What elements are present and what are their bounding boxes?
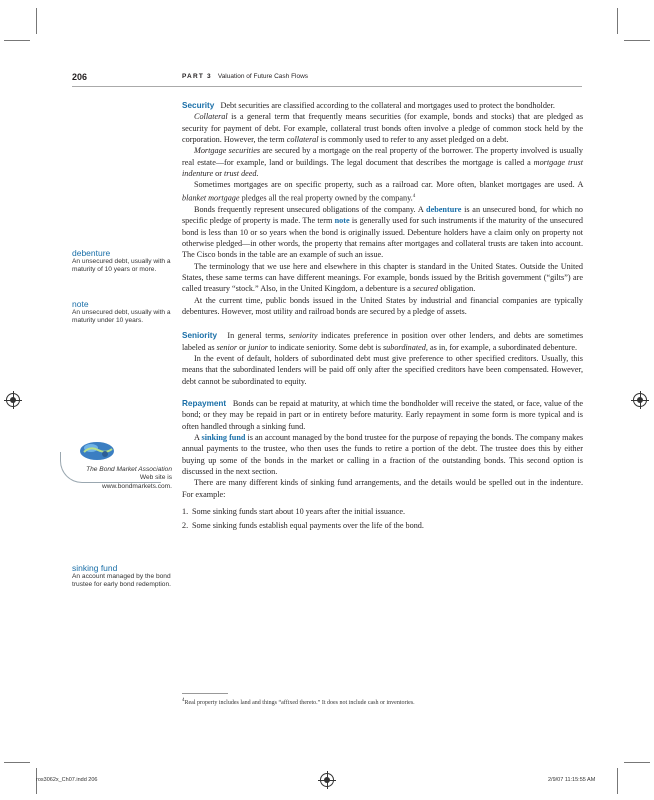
list-item: 2. Some sinking funds establish equal payments over the life of the bond.	[182, 521, 424, 531]
security-paragraph-5: Bonds frequently represent unsecured obligations of the company. A debenture is an unsecured bond, for which no specific pledge of property is made. The term note is generally used for such instruments if the maturity of the unsecured bond is less than 10 or so years when the bond is originally issued. Debenture holders have a claim only on property not otherwise pledged—in other words, the property that remains after mortgages and collateral trusts are taken into account. The Cisco bonds in the table are an example of such an issue.	[182, 204, 584, 260]
list-item: 1. Some sinking funds start about 10 years after the initial issuance.	[182, 507, 406, 517]
security-paragraph-7: At the current time, public bonds issued in the United States by industrial and financial companies are typically debentures. However, most utility and railroad bonds are secured by a pledge of assets.	[182, 295, 583, 316]
slug-timestamp: 2/9/07 11:15:55 AM	[548, 777, 596, 783]
registration-mark-icon	[633, 393, 647, 407]
repayment-paragraph-2: A sinking fund is an account managed by the bond trustee for the purpose of repaying the bonds. The company makes annual payments to the trustee, who then uses the funds to retire a portion of the debt. The trustee does this by either buying up some of the bonds in the market or calling in a fraction of the outstanding bonds. This second option is discussed in the next section.	[182, 433, 584, 477]
margin-definition-sinking-fund	[72, 563, 172, 590]
globe-icon	[78, 440, 116, 462]
slug-filename: ros3062x_Ch07.indd 206	[36, 777, 98, 783]
section-heading-repayment: Repayment	[182, 398, 227, 408]
margin-term: note	[72, 299, 89, 309]
term-sinking-fund: sinking fund	[201, 433, 246, 443]
security-paragraph-4: Sometimes mortgages are on specific property, such as a railroad car. More often, blanket mortgages are used. A blanket mortgage pledges all the real property owned by the company.$^4$	[182, 180, 583, 203]
crop-mark	[617, 8, 618, 34]
section-heading-seniority: Seniority	[182, 331, 218, 341]
repayment-paragraph-3: There are many different kinds of sinking fund arrangements, and the details would be spelled out in the indenture. For example:	[182, 478, 583, 499]
registration-mark-icon	[320, 773, 334, 787]
margin-description: An account managed by the bond trustee for early bond redemption.	[72, 573, 171, 589]
part-label: PART 3	[182, 73, 212, 80]
repayment-paragraph-1: Repayment Bonds can be repaid at maturity, at which time the bondholder will receive the stated, or face, value of the bond; or they may be repaid in part or in entirety before maturity. Early repayment in some form is more typical and is often handled through a sinking fund.	[182, 398, 584, 431]
footnote: $^4$Real property includes land and things “affixed thereto.” It does not include cash or inventories.	[182, 698, 415, 706]
crop-mark	[624, 762, 650, 763]
registration-mark-icon	[6, 393, 20, 407]
margin-definition-debenture	[72, 248, 172, 275]
web-site-note	[60, 440, 172, 500]
sinking-fund-list	[182, 506, 583, 532]
security-paragraph-3: Mortgage securities are secured by a mortgage on the real property of the borrower. The property involved is usually real estate—for example, land or buildings. The legal document that describes the mortgage is called a mortgage trust indenture or trust deed.	[182, 146, 584, 179]
margin-description: An unsecured debt, usually with a maturity under 10 years.	[72, 309, 171, 325]
term-note: note	[334, 216, 350, 226]
part-title: Valuation of Future Cash Flows	[217, 73, 309, 80]
crop-mark	[4, 762, 30, 763]
main-body-text	[182, 100, 583, 535]
running-head	[182, 73, 308, 80]
seniority-paragraph-2: In the event of default, holders of subordinated debt must give preference to other specified creditors. Usually, this means that the subordinated lenders will be paid off only after the specified creditors have been compensated. However, debt cannot be subordinated to equity.	[182, 353, 583, 386]
page-number: 206	[72, 72, 88, 82]
seniority-paragraph-1: Seniority In general terms, seniority indicates preference in position over other lenders, and debts are sometimes labeled as senior or junior to indicate seniority. Some debt is subordinated, as in, for example, a subordinated debenture.	[182, 331, 584, 352]
security-paragraph-2: Collateral is a general term that frequently means securities (for example, bonds and stocks) that are pledged as security for payment of debt. For example, collateral trust bonds often involve a pledge of common stock held by the corporation. However, the term collateral is commonly used to refer to any asset pledged on a debt.	[182, 112, 584, 145]
footnote-ref: 4	[412, 193, 416, 199]
security-paragraph-6: The terminology that we use here and elsewhere in this chapter is standard in the United States. Outside the United States, these same terms can have different meanings. For example, bonds issued by the British government (“gilts”) are called treasury “stock.” Also, in the United Kingdom, a debenture is a secured obligation.	[182, 261, 583, 294]
crop-mark	[617, 768, 618, 794]
header-rule	[72, 86, 582, 87]
security-paragraph-1: Security Debt securities are classified according to the collateral and mortgages used to protect the bondholder.	[182, 101, 555, 110]
crop-mark	[4, 40, 30, 41]
web-note-text: The Bond Market Association Web site is www.bondmarkets.com.	[86, 466, 172, 490]
footnote-rule	[182, 693, 228, 694]
section-heading-security: Security	[182, 101, 215, 110]
margin-term: debenture	[72, 248, 111, 258]
margin-description: An unsecured debt, usually with a maturity of 10 years or more.	[72, 258, 171, 274]
term-debenture: debenture	[426, 204, 462, 214]
margin-term: sinking fund	[72, 563, 118, 573]
crop-mark	[624, 40, 650, 41]
crop-mark	[36, 8, 37, 34]
margin-definition-note	[72, 299, 172, 326]
